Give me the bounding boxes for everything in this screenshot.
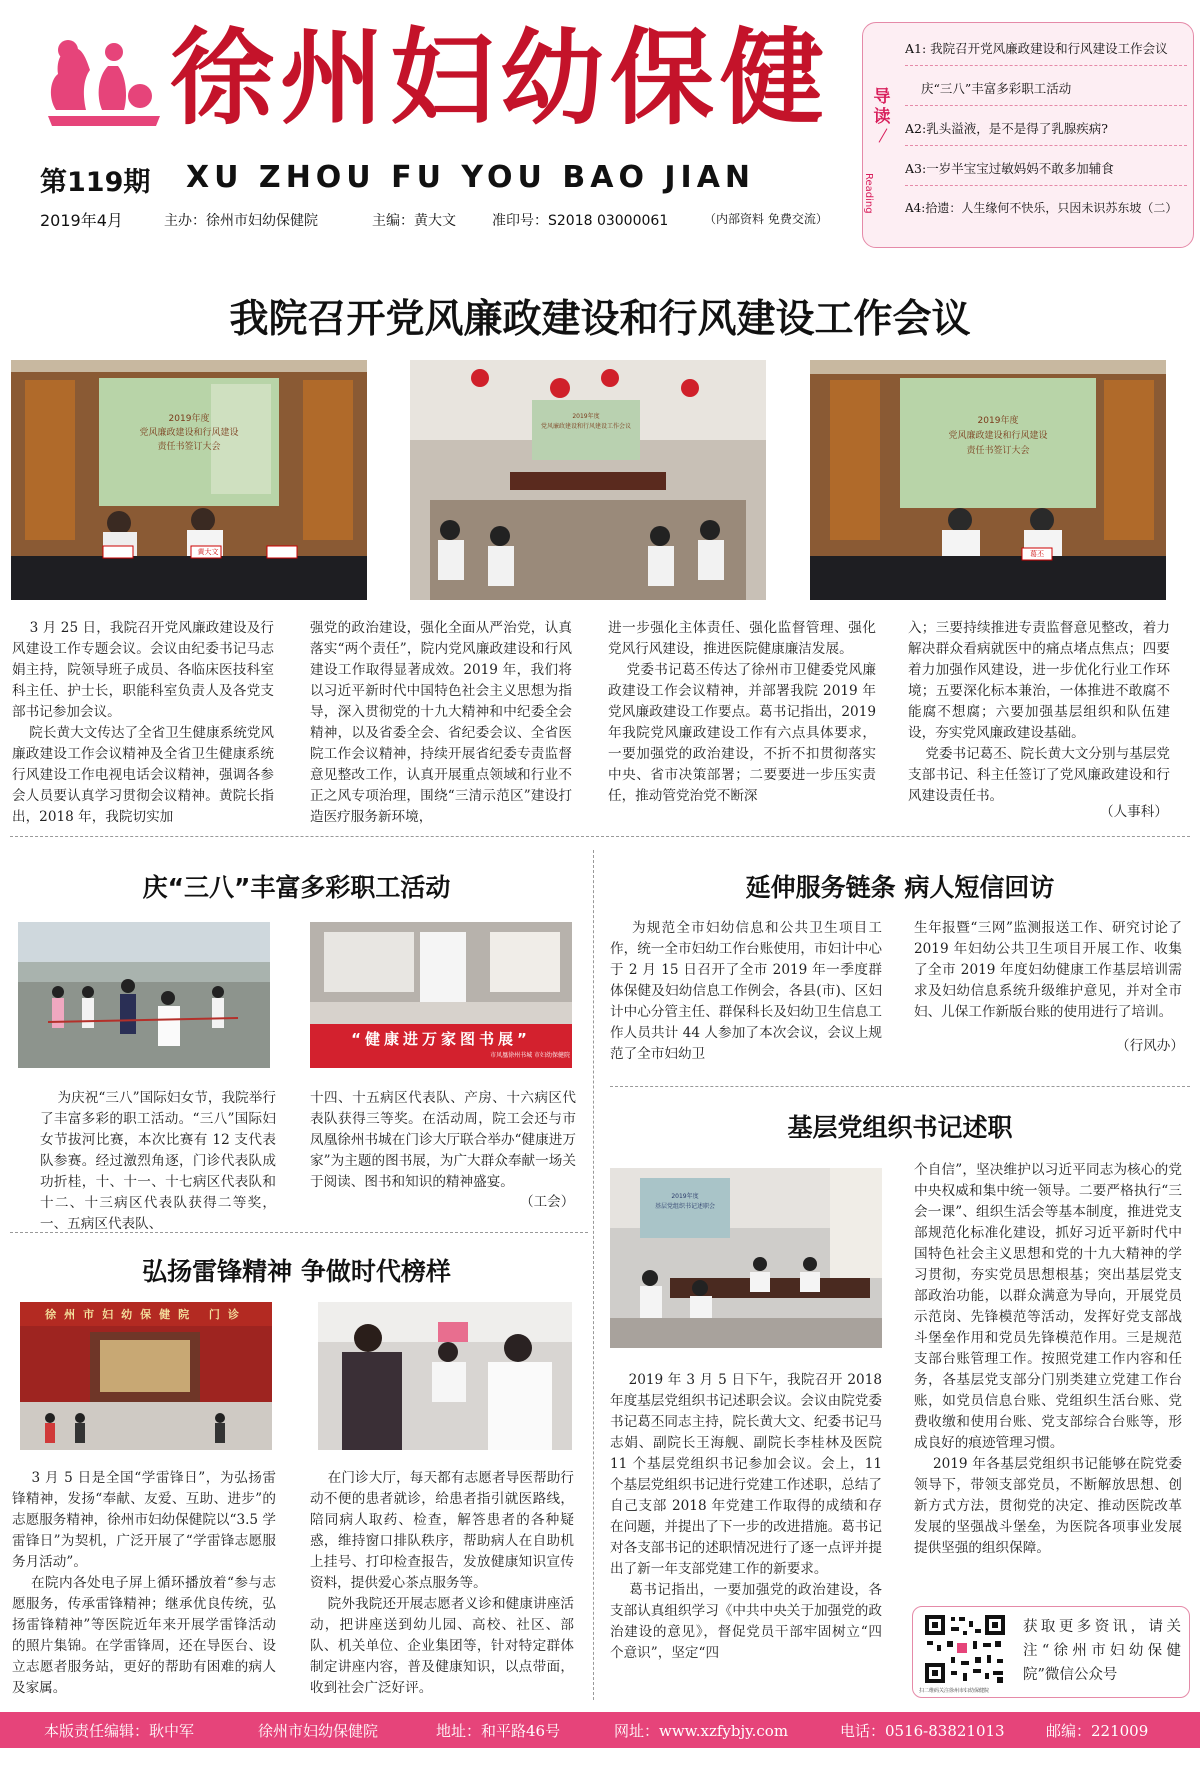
masthead-title: 徐州妇幼保健 [170, 16, 831, 139]
guide-label-en: Reading [863, 173, 874, 214]
article5-col2: 在门诊大厅，每天都有志愿者导医帮助行动不便的患者就诊，给患者指引就医路线，陪同病人取药、检查，解答患者的各种疑惑，维持窗口排队秩序，帮助病人在自助机上挂号、打印检查报告，发放健康知识宣传资料，提供爱心茶点服务等。 院外我院还开展志愿者义诊和健康讲座活动，把讲座送到幼儿园、高校、社区、部队、机关单位、企业集团等，针对特定群体制定讲座内容，普及健康知识，以点带面，收到社会广泛好评。 [310, 1470, 574, 1696]
article1-photo-1 [11, 360, 367, 600]
footer-editor: 本版责任编辑：耿中军 [44, 1722, 195, 1740]
section-divider [10, 836, 1190, 837]
print-permit: 准印号：S2018 03000061 [492, 213, 669, 229]
article1-photo-2 [410, 360, 766, 600]
issue-number: 第119期 [40, 167, 151, 198]
column-divider [593, 850, 594, 1700]
issue-date: 2019年4月 [40, 211, 123, 230]
guide-item[interactable]: 庆“三八”丰富多彩职工活动 [921, 81, 1072, 96]
guide-item[interactable]: A3:一岁半宝宝过敏妈妈不敢多加辅食 [905, 161, 1114, 176]
book-fair-banner: “健康进万家图书展” [351, 1030, 531, 1048]
article2-headline: 庆“三八”丰富多彩职工活动 [142, 873, 451, 902]
article3-col2: 生年报暨“三网”监测报送工作、研究讨论了 2019 年妇幼公共卫生项目开展工作、收集了全市 2019 年度妇幼健康工作基层培训需求及妇幼信息系统升级维护意见，并对全市妇、儿保工作新版台账的使用进行了培训。 [914, 920, 1187, 1020]
article3-col1: 为规范全市妇幼信息和公共卫生项目工作，统一全市妇幼工作台账使用，市妇计中心于 2 月 15 日召开了全市 2019 年一季度群体保健及妇幼信息工作例会，各县(市)、区妇计中心分管主任、群保科长及妇幼卫生信息工作人员共计 44 人参加了本次会议，会议上规范了全市妇幼卫 [610, 920, 882, 1062]
article1-col2: 强党的政治建设，强化全面从严治党，认真落实“两个责任”，院内党风廉政建设和行风建设工作取得显著成效。2019 年，我们将以习近平新时代中国特色社会主义思想为指导，深入贯彻党的十九大精神和中纪委全会精神，以及省委全会、省纪委会议、全省医院工作会议精神，持续开展省纪委专责监督意见整改工作，认真开展重点领域和行业不正之风专项治理，围绕“三清示范区”建设打造医疗服务新环境， [310, 620, 572, 825]
article4-headline: 基层党组织书记述职 [787, 1113, 1013, 1142]
article2-photo-tug-of-war [18, 922, 270, 1068]
article5-photo-screen [20, 1302, 272, 1450]
article1-photo-3 [810, 360, 1166, 600]
footer-phone: 电话：0516-83821013 [840, 1722, 1005, 1740]
article4-right-top: 个自信”，坚决维护以习近平同志为核心的党中央权威和集中统一领导。二要严格执行“三会一课”、组织生活会等基本制度，推进党支部规范化标准化建设，抓好习近平新时代中国特色社会主义思想和党的十九大精神的学习贯彻，夯实党员思想根基；突出基层党支部政治功能，以群众满意为导向，开展党员示范岗、先锋模范等活动，发挥好党支部战斗堡垒作用和党员先锋模范作用。三是规范支部台账管理工作。按照党建工作内容和任务，各基层党支部分门别类建立党建工作台账，如党员信息台账、党组织生活台账、党费收缴和使用台账、党支部综合台账等，形成良好的痕迹管理习惯。 2019 年各基层党组织书记能够在院党委领导下，带领支部党员，不断解放思想、创新方式方法，贯彻党的决定、推动医院改革发展的坚强战斗堡垒，为医院各项事业发展提供坚强的组织保障。 [914, 1162, 1182, 1556]
section-divider [610, 1086, 1190, 1087]
article2-source: （工会） [520, 1194, 575, 1210]
guide-item[interactable]: A1: 我院召开党风廉政建设和行风建设工作会议 [905, 41, 1168, 56]
article1-col3: 进一步强化主体责任、强化监督管理、强化党风行风建设，推进医院健康廉洁发展。 党委书记葛丕传达了徐州市卫健委党风廉政建设工作会议精神，并部署我院 2019 年党风廉政建设工作要点。葛书记指出，2019 年我院党风廉政建设工作有六点具体要求，一要加强党的政治建设，不折不扣贯彻落实中央、省市决策部署；二要要进一步压实责任，推动管党治党不断深 [608, 620, 876, 804]
guide-label: 导读 [873, 87, 891, 127]
article2-photo-book-fair [310, 922, 572, 1068]
qr-text: 获取更多资讯，请关注“徐州市妇幼保健院”微信公众号 [1023, 1619, 1181, 1683]
circulation-note: （内部资料 免费交流） [704, 212, 828, 226]
guide-separator [905, 145, 1187, 146]
chief-editor: 主编：黄大文 [372, 213, 456, 229]
guide-item[interactable]: A2:乳头溢液，是不是得了乳腺疾病? [905, 121, 1108, 136]
guide-separator [905, 105, 1187, 106]
photo3-name-card: 葛丕 [1030, 550, 1044, 558]
qr-code-icon[interactable] [923, 1613, 1007, 1685]
footer-bar [0, 1712, 1200, 1748]
footer-org: 徐州市妇幼保健院 [258, 1722, 379, 1740]
photo2-screen-title: 2019年度 党风廉政建设和行风建设工作会议 [540, 413, 631, 430]
footer-address: 地址：和平路46号 [436, 1722, 561, 1740]
article4-screen-title: 2019年度 基层党组织书记述职会 [654, 1193, 715, 1210]
qr-box [912, 1606, 1190, 1698]
photo1-name-card: 黄大文 [197, 548, 219, 556]
section-divider [10, 1232, 588, 1233]
guide-divider [879, 128, 888, 142]
article1-col1: 3 月 25 日，我院召开党风廉政建设及行风建设工作专题会议。会议由纪委书记马志娟主持，院领导班子成员、各临床医技科室科主任、护士长，职能科室负责人及各党支部书记参加会议。 院长黄大文传达了全省卫生健康系统党风廉政建设工作会议精神及全省卫生健康系统行风建设工作电视电话会议精神，强调各参会人员要认真学习贯彻会议精神。黄院长指出，2018 年，我院切实加 [12, 620, 274, 825]
masthead-pinyin: XU ZHOU FU YOU BAO JIAN [186, 160, 756, 195]
photo3-screen-title: 2019年度 党风廉政建设和行风建设 责任书签订大会 [948, 416, 1048, 456]
photo1-screen-title: 2019年度 党风廉政建设和行风建设 责任书签订大会 [139, 414, 239, 452]
outpatient-sign: 徐州市妇幼保健院 门诊 [45, 1308, 247, 1321]
article4-left-bottom: 2019 年 3 月 5 日下午，我院召开 2018 年度基层党组织书记述职会议。会议由院党委书记葛丕同志主持，院长黄大文、纪委书记马志娟、副院长王海舰、副院长李桂林及医院 11 个基层党组织书记参加会议。会上，11 个基层党组织书记进行党建工作述职，总结了自己支部 2018 年党建工作取得的成绩和存在问题，并提出了下一步的改进措施。葛书记对各支部书记的述职情况进行了逐一点评并提出了新一年支部党建工作的新要求。 葛书记指出，一要加强党的政治建设，各支部认真组织学习《中共中央关于加强党的政治建设的意见》，督促党员干部牢固树立“四个意识”，坚定“四 [610, 1372, 882, 1661]
reading-guide [862, 22, 1194, 248]
article1-headline: 我院召开党风廉政建设和行风建设工作会议 [229, 297, 971, 342]
guide-item[interactable]: A4:拾遗：人生缘何不快乐，只因未识苏东坡（二） [905, 201, 1178, 215]
article5-col1: 3 月 5 日是全国“学雷锋日”，为弘扬雷锋精神，发扬“奉献、友爱、互助、进步”的志愿服务精神，徐州市妇幼保健院以“3.5 学雷锋日”为契机，广泛开展了“学雷锋志愿服务月活动”。 在院内各处电子屏上循环播放着“参与志愿服务，传承雷锋精神；继承优良传统，弘扬雷锋精神”等医院近年来开展学雷锋活动的照片集锦。在学雷锋周，还在导医台、设立志愿者服务站，更好的帮助有困难的病人及家属。 [12, 1470, 276, 1696]
footer-website[interactable]: 网址：www.xzfybjy.com [614, 1722, 789, 1740]
guide-separator [905, 65, 1187, 66]
article3-source: （行风办） [1116, 1038, 1184, 1054]
article2-col1: 为庆祝“三八”国际妇女节，我院举行了丰富多彩的职工活动。“三八”国际妇女节拔河比赛，本次比赛有 12 支代表队参赛。经过激烈角逐，门诊代表队成功折桂，十、十一、十七病区代表队和十二、十三病区代表队获得二等奖，一、五病区代表队、 [40, 1090, 276, 1232]
article5-photo-volunteer [318, 1302, 572, 1450]
masthead [0, 0, 860, 240]
article1-source: （人事科） [1100, 804, 1168, 820]
book-fair-banner-sub: 市风凰徐州书城 市妇幼保健院 [490, 1052, 570, 1059]
article3-headline: 延伸服务链条 病人短信回访 [745, 873, 1055, 902]
article1-col4: 入；三要持续推进专责监督意见整改，着力解决群众看病就医中的痛点堵点焦点；四要着力加强作风建设，进一步优化行业工作环境；五要深化标本兼治，一体推进不敢腐不能腐不想腐；六要加强基层组织和队伍建设，夯实党风廉政建设基础。 党委书记葛丕、院长黄大文分别与基层党支部书记、科主任签订了党风廉政建设和行风建设责任书。 [908, 620, 1170, 804]
hospital-logo [44, 40, 164, 140]
qr-caption: 扫二维码关注徐州市妇幼保健院 [919, 1688, 990, 1694]
sponsor: 主办：徐州市妇幼保健院 [164, 213, 318, 229]
guide-separator [905, 185, 1187, 186]
footer-postcode: 邮编：221009 [1046, 1722, 1149, 1740]
article5-headline: 弘扬雷锋精神 争做时代榜样 [142, 1257, 451, 1286]
article2-col2: 十四、十五病区代表队、产房、十六病区代表队获得三等奖。在活动周，院工会还与市凤凰徐州书城在门诊大厅联合举办“健康进万家”为主题的图书展，为广大群众奉献一场关于阅读、图书和知识的精神盛宴。 [310, 1090, 576, 1190]
article4-photo-meeting [610, 1168, 882, 1348]
